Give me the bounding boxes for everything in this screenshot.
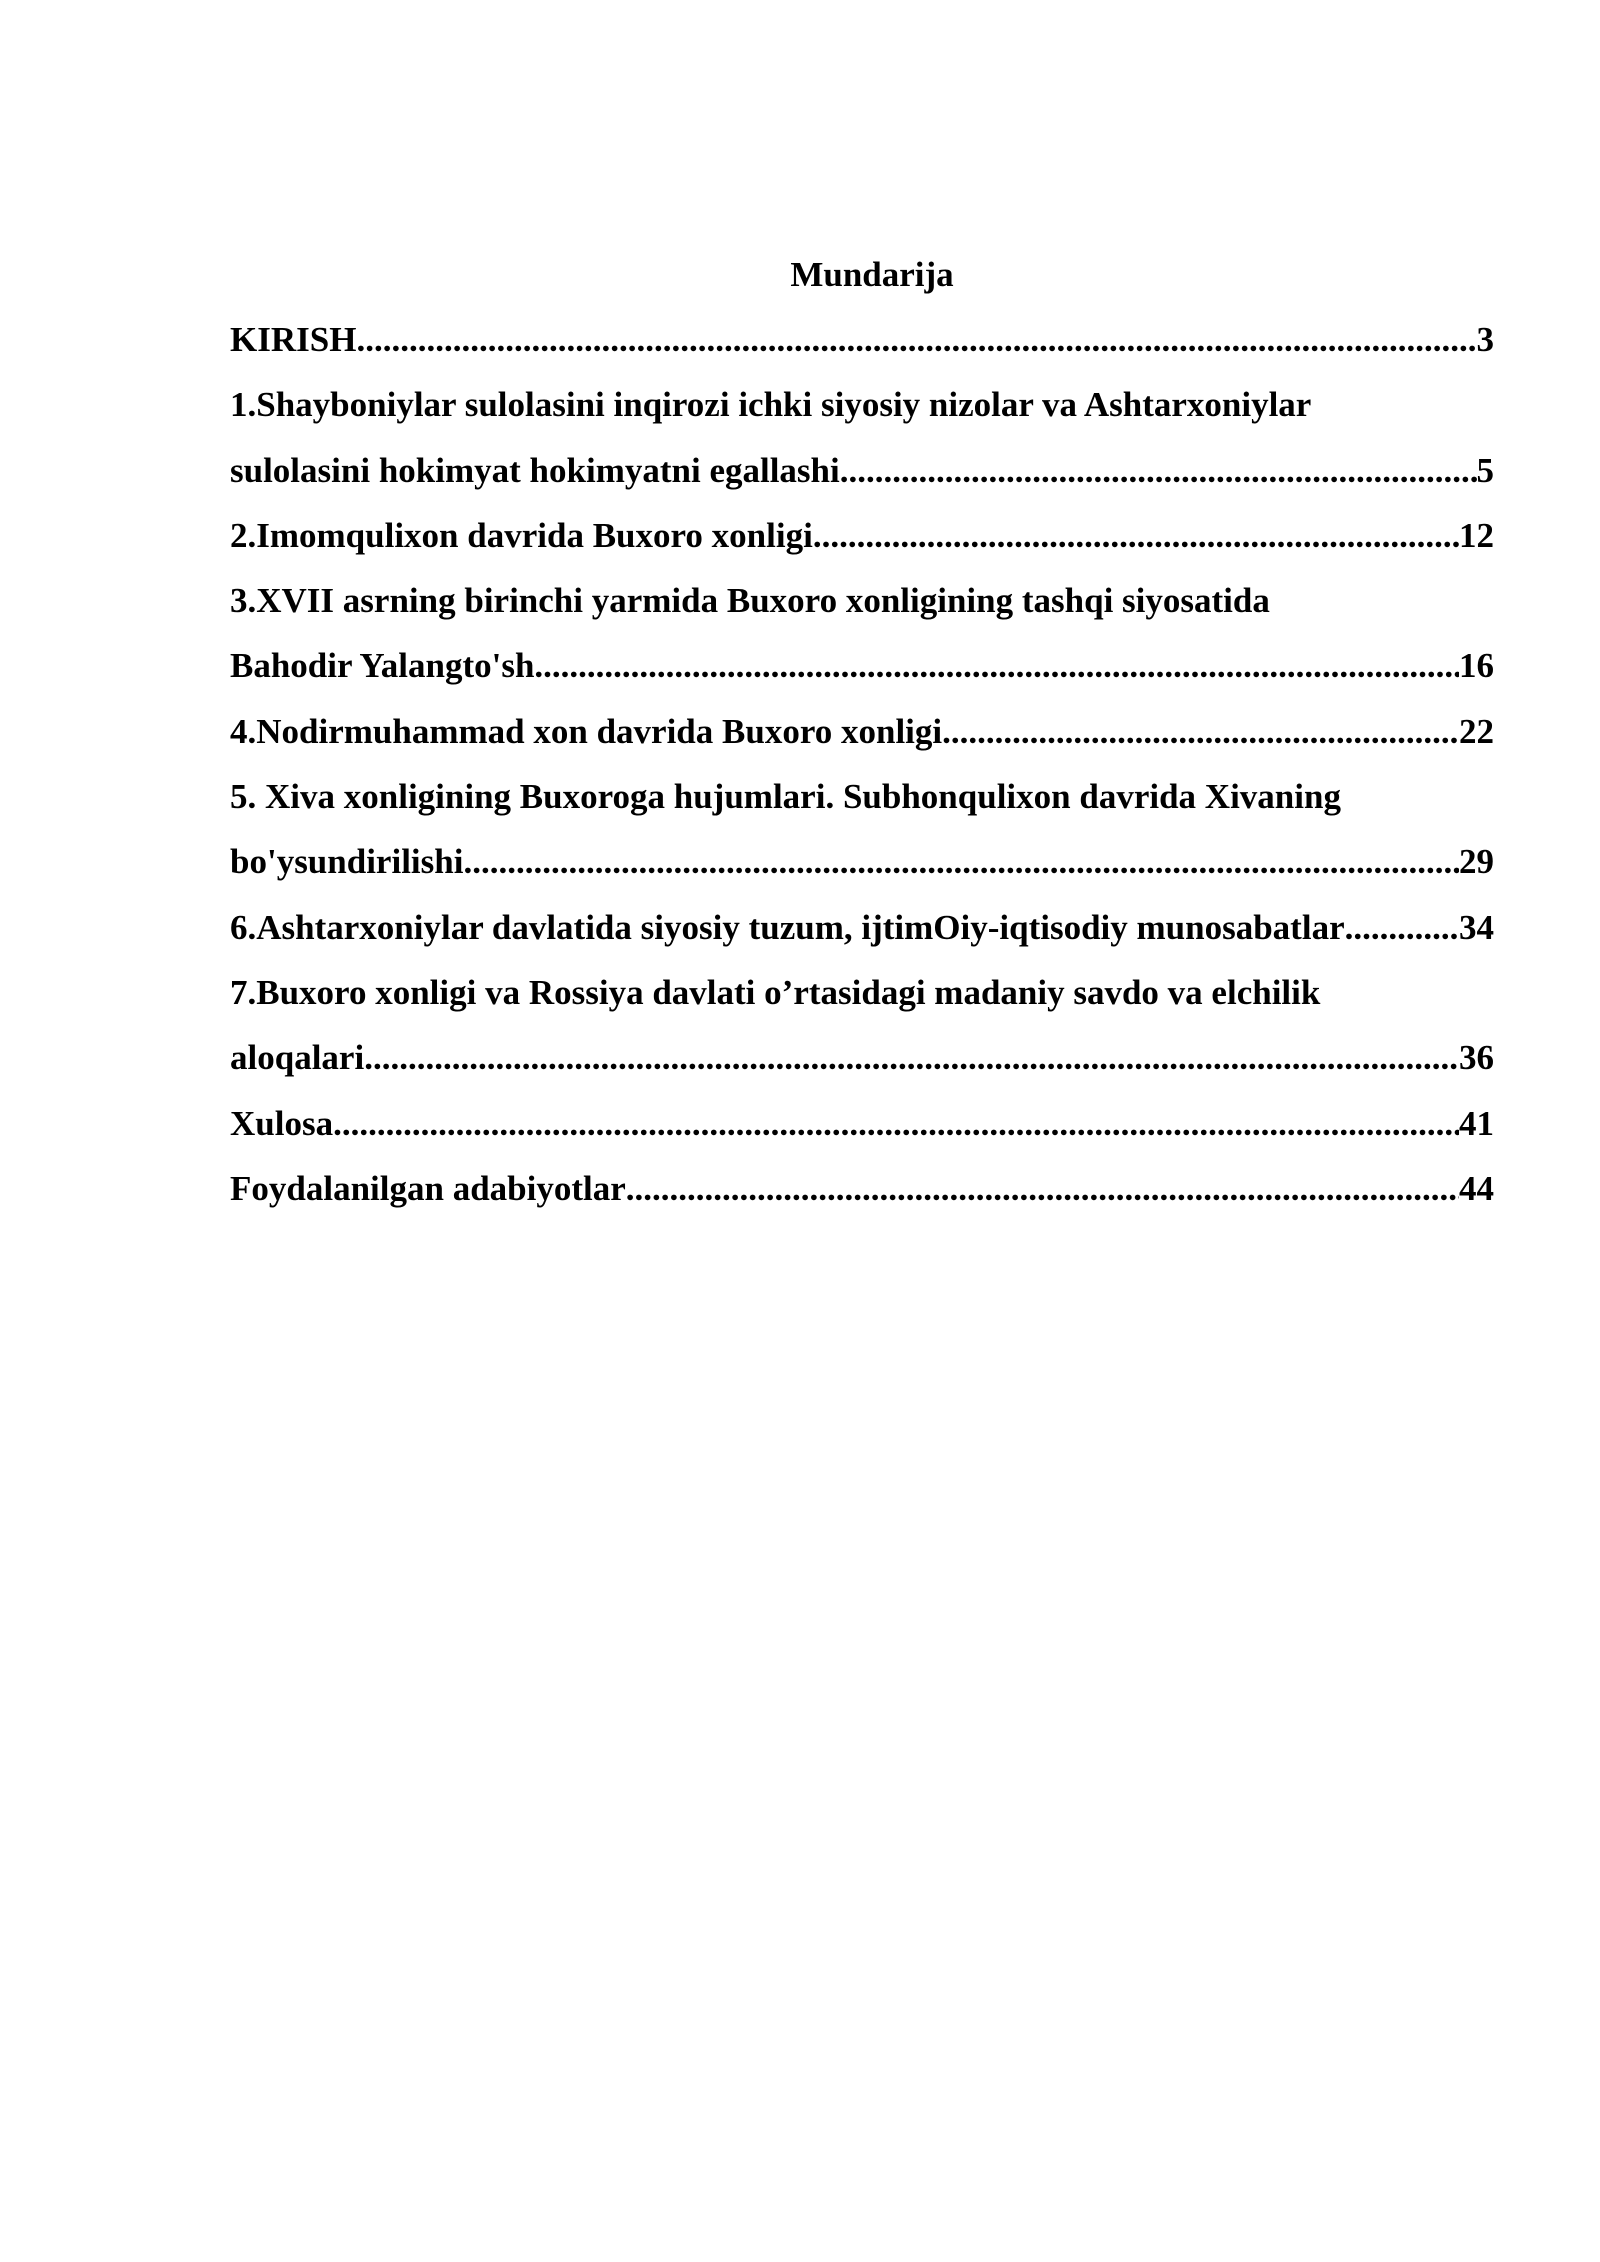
toc-page-number: 29 xyxy=(1459,842,1494,882)
toc-entry-text: Xulosa xyxy=(230,1103,334,1143)
toc-page-number: 22 xyxy=(1459,711,1494,751)
toc-title: Mundarija xyxy=(790,255,954,294)
toc-entry-row xyxy=(230,438,1494,503)
toc-page-number: 12 xyxy=(1459,515,1494,555)
toc-entry-row xyxy=(230,895,1494,960)
toc-entry-text: bo'ysundirilishi xyxy=(230,842,464,882)
toc-entry-text: 2.Imomqulixon davrida Buxoro xonligi xyxy=(230,515,813,555)
toc-entry[interactable] xyxy=(230,1091,1494,1156)
toc-entry-text: 7.Buxoro xonligi va Rossiya davlati o’rtasidagi madaniy savdo va elchilik xyxy=(230,972,1321,1012)
toc-list xyxy=(230,307,1494,1221)
toc-page-number: 34 xyxy=(1459,907,1494,947)
toc-entry-row xyxy=(230,503,1494,568)
toc-entry[interactable] xyxy=(230,960,1494,1091)
toc-entry[interactable] xyxy=(230,568,1494,699)
toc-entry[interactable] xyxy=(230,895,1494,960)
dot-leader xyxy=(840,438,1477,503)
toc-page-number: 5 xyxy=(1476,450,1494,490)
toc-page-number: 41 xyxy=(1459,1103,1494,1143)
dot-leader xyxy=(626,1156,1459,1221)
toc-entry-text: Foydalanilgan adabiyotlar xyxy=(230,1168,626,1208)
toc-entry-row xyxy=(230,1156,1494,1221)
toc-page-number: 3 xyxy=(1476,320,1494,359)
dot-leader xyxy=(356,307,1476,372)
toc-entry[interactable] xyxy=(230,699,1494,764)
toc-entry[interactable] xyxy=(230,1156,1494,1221)
toc-entry-text: sulolasini hokimyat hokimyatni egallashi xyxy=(230,450,840,490)
dot-leader xyxy=(1345,895,1459,960)
dot-leader xyxy=(463,829,1459,894)
toc-page-number: 36 xyxy=(1459,1038,1494,1078)
toc-entry-row xyxy=(230,633,1494,698)
toc-page-number: 44 xyxy=(1459,1168,1494,1208)
toc-entry-row xyxy=(230,1091,1494,1156)
toc-entry-row xyxy=(230,699,1494,764)
dot-leader xyxy=(942,699,1459,764)
toc-entry-row xyxy=(230,307,1494,372)
dot-leader xyxy=(813,503,1459,568)
toc-entry-row xyxy=(230,1025,1494,1090)
toc-page-number: 16 xyxy=(1459,646,1494,686)
toc-entry[interactable] xyxy=(230,372,1494,503)
dot-leader xyxy=(333,1091,1459,1156)
toc-entry-text: aloqalari xyxy=(230,1038,365,1078)
toc-entry-text: 6.Ashtarxoniylar davlatida siyosiy tuzum, ijtimOiy-iqtisodiy munosabatlar xyxy=(230,907,1345,947)
dot-leader xyxy=(364,1025,1459,1090)
dot-leader xyxy=(534,633,1459,698)
toc-entry-text: 1.Shayboniylar sulolasini inqirozi ichki siyosiy nizolar va Ashtarxoniylar xyxy=(230,385,1312,425)
toc-entry-text: KIRISH xyxy=(230,320,357,359)
table-of-contents xyxy=(230,242,1494,1221)
toc-entry[interactable] xyxy=(230,503,1494,568)
toc-entry[interactable] xyxy=(230,764,1494,895)
toc-entry-row xyxy=(230,829,1494,894)
toc-entry-text: 4.Nodirmuhammad xon davrida Buxoro xonligi xyxy=(230,711,943,751)
toc-entry[interactable] xyxy=(230,307,1494,372)
toc-entry-text: 3.XVII asrning birinchi yarmida Buxoro xonligining tashqi siyosatida xyxy=(230,581,1270,621)
toc-entry-text: 5. Xiva xonligining Buxoroga hujumlari. Subhonqulixon davrida Xivaning xyxy=(230,777,1341,817)
toc-entry-text: Bahodir Yalangto'sh xyxy=(230,646,535,686)
